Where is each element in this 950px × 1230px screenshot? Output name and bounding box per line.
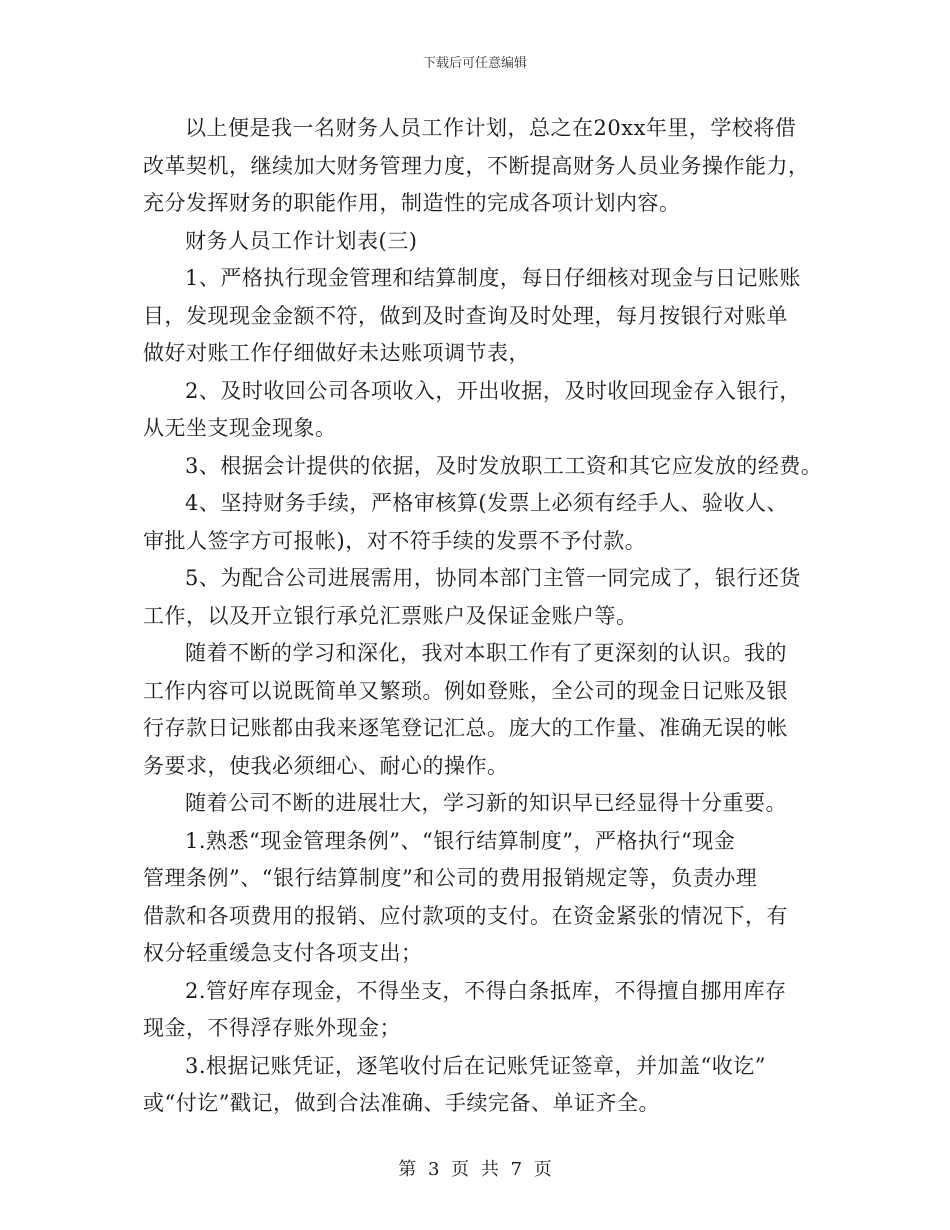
body-text-line: 随着公司不断的进展壮大，学习新的知识早已经显得十分重要。: [185, 791, 787, 815]
page-header-note: 下载后可任意编辑: [422, 56, 527, 71]
document-body: [143, 110, 823, 1123]
body-text-line: 3.根据记账凭证，逐笔收付后在记账凭证签章，并加盖“收讫”: [185, 1053, 767, 1078]
body-text-line: 行存款日记账都由我来逐笔登记汇总。庞大的工作量、准确无误的帐: [143, 716, 788, 740]
body-text-line: 现金，不得浮存账外现金；: [143, 1016, 401, 1040]
body-text-line: 随着不断的学习和深化，我对本职工作有了更深刻的认识。我的: [185, 641, 787, 665]
body-text-line: 5、为配合公司进展需用，协同本部门主管一同完成了，银行还货: [185, 566, 801, 590]
body-text-line: 2、及时收回公司各项收入，开出收据，及时收回现金存入银行，: [185, 378, 801, 403]
body-text-line: 1.熟悉“现金管理条例”、“银行结算制度”，严格执行“现金: [185, 828, 736, 853]
body-text-line: 做好对账工作仔细做好未达账项调节表，: [143, 341, 530, 365]
body-text-line: 1、严格执行现金管理和结算制度，每日仔细核对现金与日记账账: [185, 266, 801, 290]
body-text-line: 充分发挥财务的职能作用，制造性的完成各项计划内容。: [143, 191, 681, 215]
body-text-line: 改革契机，继续加大财务管理力度，不断提高财务人员业务操作能力，: [143, 153, 810, 178]
body-text-line: 权分轻重缓急支付各项支出；: [143, 941, 423, 965]
body-text-line: 工作，以及开立银行承兑汇票账户及保证金账户等。: [143, 603, 638, 628]
body-text-line: 4、坚持财务手续，严格审核算(发票上必须有经手人、验收人、: [185, 491, 789, 515]
body-text-line: 借款和各项费用的报销、应付款项的支付。在资金紧张的情况下，有: [143, 903, 788, 928]
body-text-line: 管理条例”、“银行结算制度”和公司的费用报销规定等，负责办理: [143, 866, 758, 890]
body-text-line: 或“付讫”戳记，做到合法准确、手续完备、单证齐全。: [143, 1091, 660, 1115]
page-number-footer: 第 3 页 共 7 页: [398, 1159, 552, 1180]
body-text-line: 财务人员工作计划表(三): [185, 228, 418, 253]
body-text-line: 目，发现现金金额不符，做到及时查询及时处理，每月按银行对账单: [143, 303, 788, 328]
body-text-line: 以上便是我一名财务人员工作计划，总之在20xx年里，学校将借: [185, 116, 797, 140]
body-text-line: 3、根据会计提供的依据，及时发放职工工资和其它应发放的经费。: [185, 453, 823, 478]
body-text-line: 工作内容可以说既简单又繁琐。例如登账，全公司的现金日记账及银: [143, 678, 788, 703]
body-text-line: 2.管好库存现金，不得坐支，不得白条抵库，不得擅自挪用库存: [185, 978, 787, 1003]
body-text-line: 从无坐支现金现象。: [143, 416, 337, 440]
body-text-line: 审批人签字方可报帐)，对不符手续的发票不予付款。: [143, 528, 647, 553]
body-text-line: 务要求，使我必须细心、耐心的操作。: [143, 753, 509, 778]
